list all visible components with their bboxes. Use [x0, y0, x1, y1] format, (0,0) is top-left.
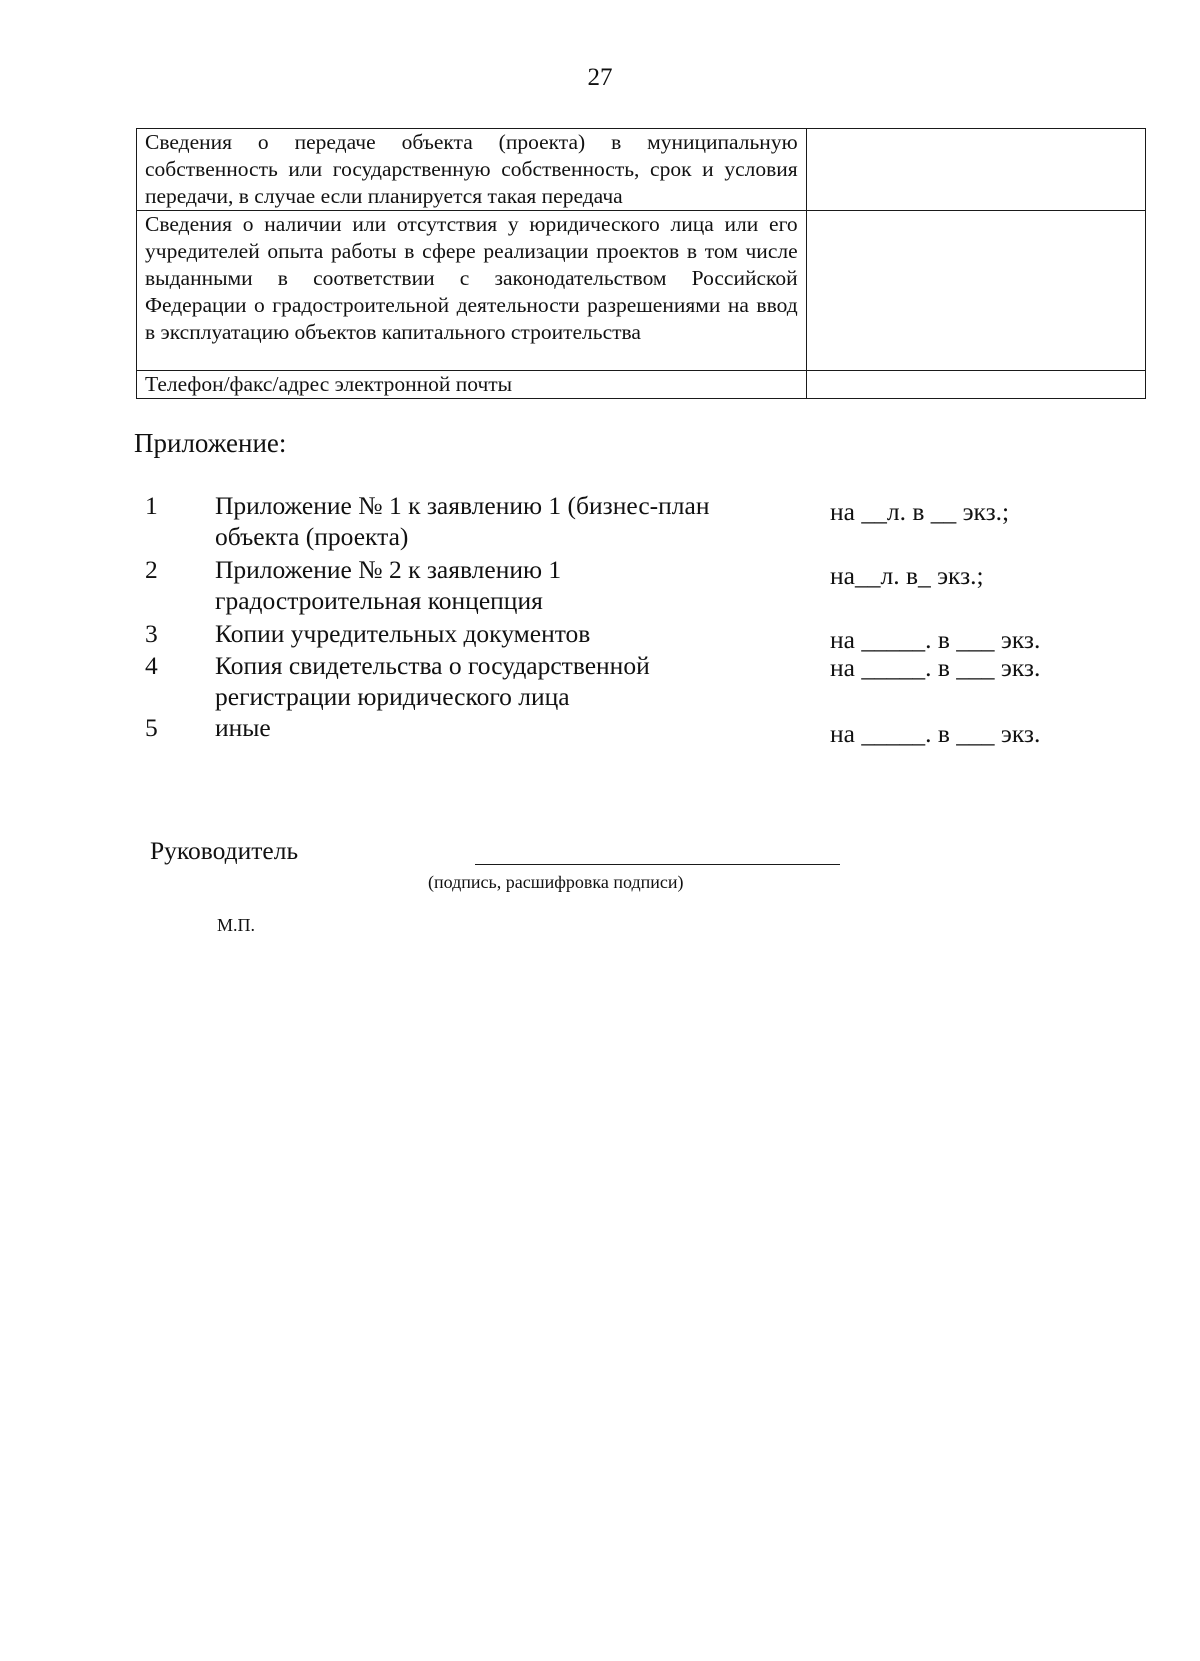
- table-row: [137, 129, 1146, 211]
- table-row: [137, 371, 1146, 399]
- attachment-quantity: на _____. в ___ экз.: [830, 653, 1041, 682]
- stamp-place-label: М.П.: [217, 915, 256, 935]
- attachment-quantity: на __л. в __ экз.;: [830, 497, 1010, 526]
- attachment-quantity: на__л. в_ экз.;: [830, 561, 984, 590]
- attachment-number: 3: [145, 619, 158, 648]
- attachment-number: 1: [145, 491, 158, 520]
- attachment-text: иные: [215, 713, 271, 742]
- attachment-quantity: на _____. в ___ экз.: [830, 719, 1041, 748]
- table-cell-label: Сведения о наличии или отсутствия у юридического лица или его учредителей опыта работы в сфере реализации проектов в том числе выданными в соответствии с законодательством Российской Федерации о градостроительной деятельности разрешениями на ввод в эксплуатацию объектов капитального строительства: [137, 211, 807, 371]
- attachment-number: 5: [145, 713, 158, 742]
- table-cell-value[interactable]: [806, 211, 1145, 371]
- table-row: [137, 211, 1146, 371]
- list-item: [140, 618, 1060, 654]
- attachment-quantity: на _____. в ___ экз.: [830, 625, 1041, 654]
- signature-label: Руководитель: [150, 836, 299, 865]
- table-cell-label: Сведения о передаче объекта (проекта) в муниципальную собственность или государственную собственность, срок и условия передачи, в случае если планируется такая передача: [137, 129, 807, 211]
- signature-caption: (подпись, расшифровка подписи): [428, 872, 684, 892]
- table-cell-value[interactable]: [806, 129, 1145, 211]
- attachments-list: [140, 490, 1060, 746]
- list-item: [140, 490, 1060, 554]
- signature-line[interactable]: [475, 864, 840, 865]
- attachment-text: Копии учредительных документов: [215, 619, 591, 648]
- table-cell-label: Телефон/факс/адрес электронной почты: [137, 371, 807, 399]
- table-cell-value[interactable]: [806, 371, 1145, 399]
- attachments-heading: Приложение:: [134, 428, 287, 458]
- list-item: [140, 554, 1060, 618]
- page-number: 27: [587, 64, 613, 91]
- list-item: [140, 712, 1060, 746]
- attachment-text: Приложение № 2 к заявлению 1 градостроительная концепция: [215, 555, 562, 615]
- attachment-number: 4: [145, 651, 158, 680]
- attachment-text: Приложение № 1 к заявлению 1 (бизнес-план объекта (проекта): [215, 491, 710, 551]
- attachment-text: Копия свидетельства о государственной регистрации юридического лица: [215, 651, 650, 711]
- info-table: [136, 128, 1146, 399]
- attachment-number: 2: [145, 555, 158, 584]
- list-item: [140, 650, 1060, 712]
